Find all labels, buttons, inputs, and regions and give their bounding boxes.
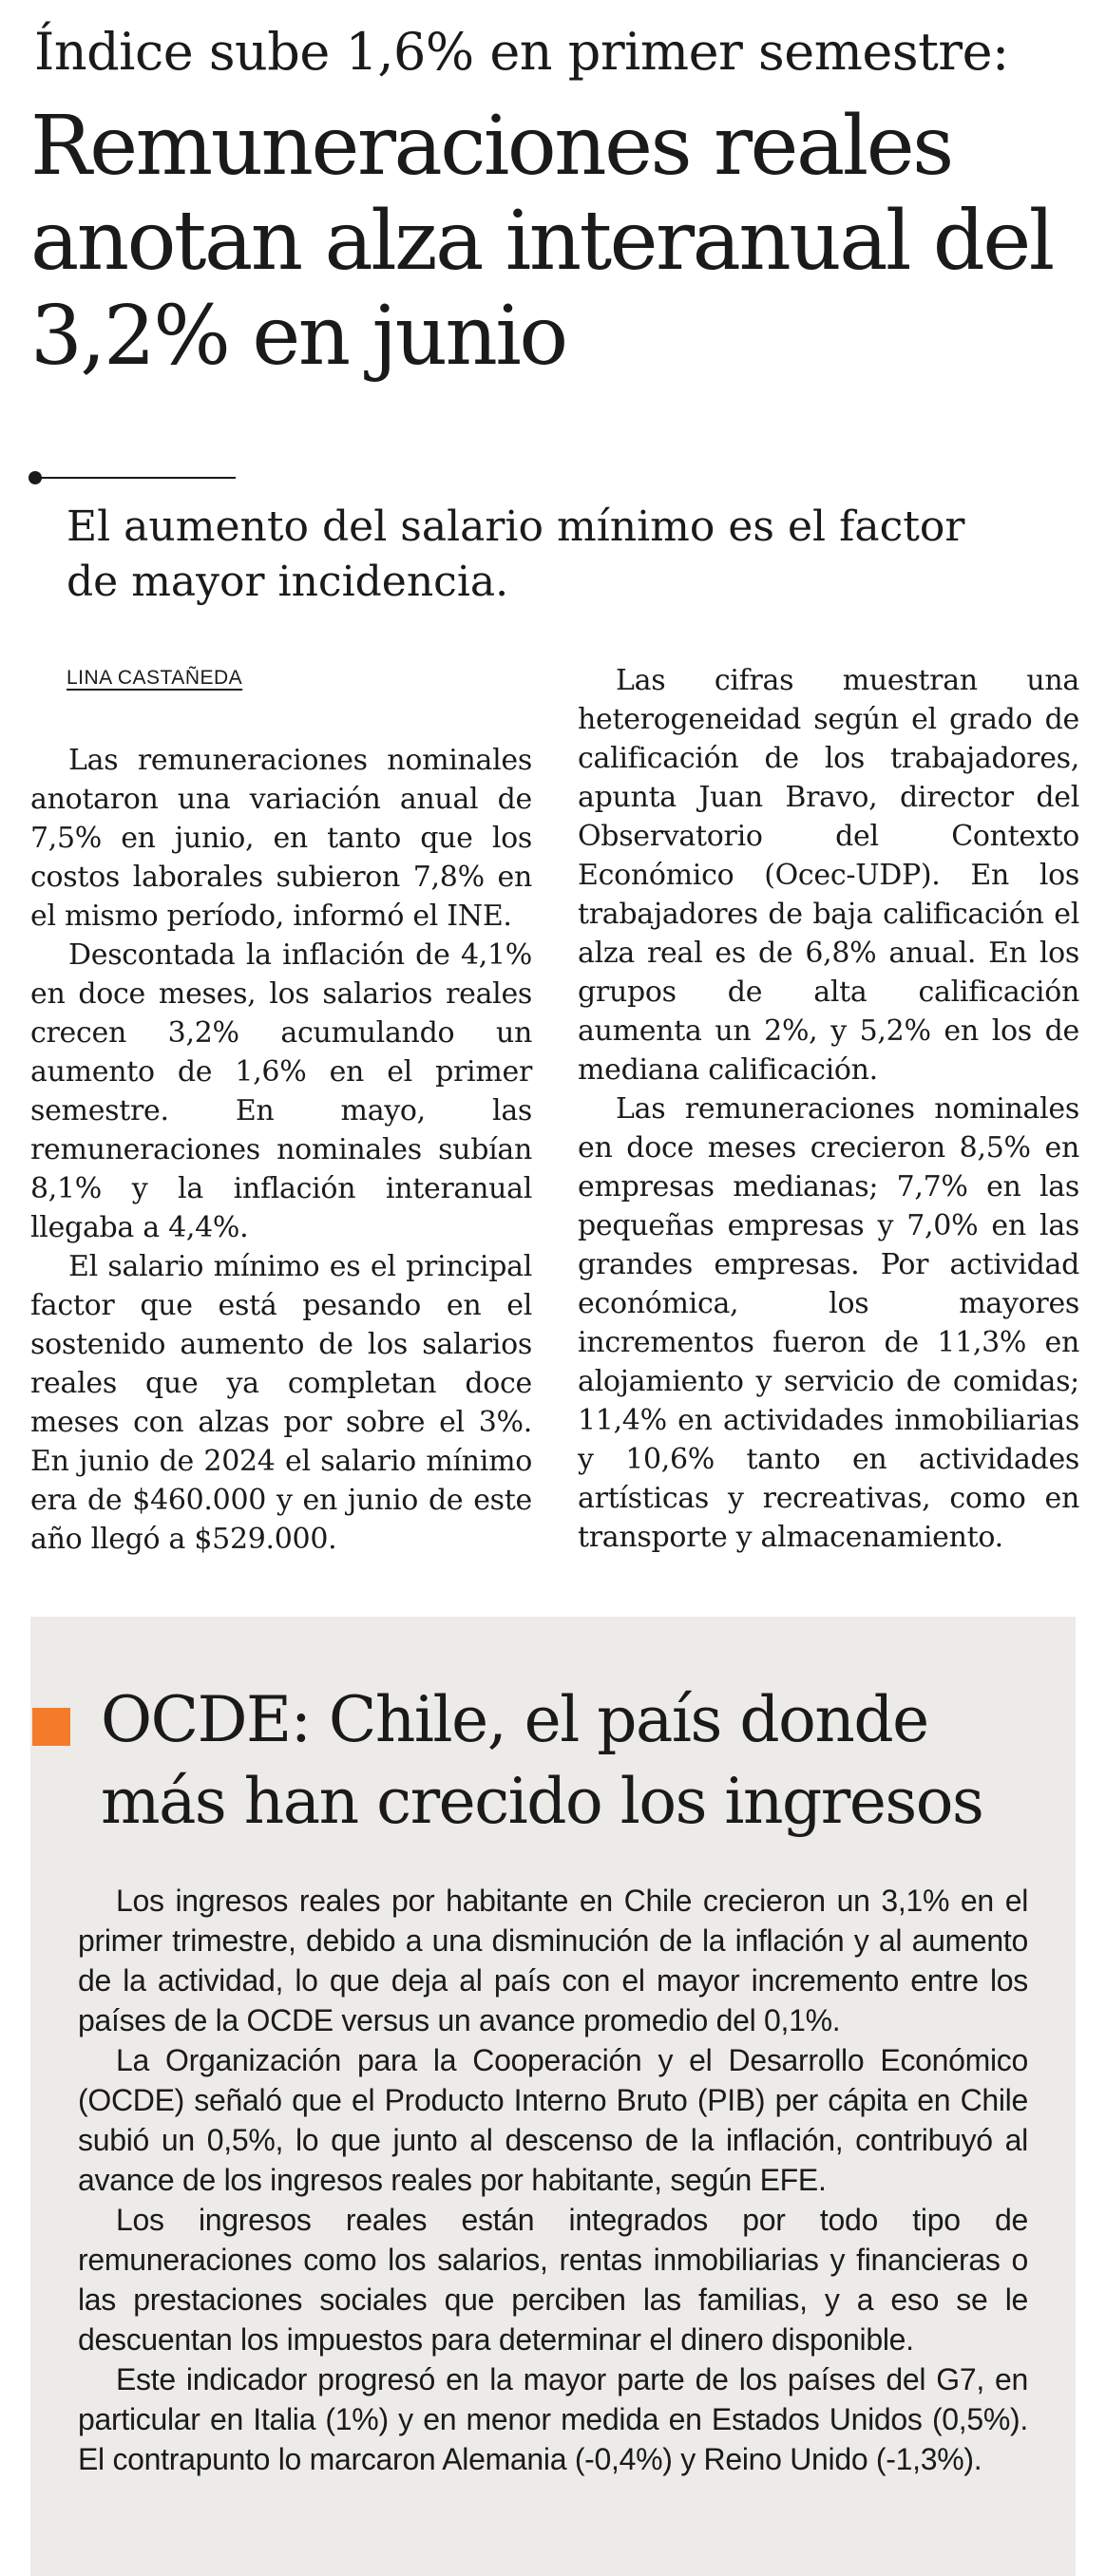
- divider-line: [36, 477, 236, 479]
- body-column-right: [578, 661, 1079, 1557]
- accent-square-icon: [32, 1708, 70, 1746]
- paragraph: Descontada la inflación de 4,1% en doce meses, los salarios reales crecen 3,2% acumulando un aumento de 1,6% en el primer semestre. En mayo, las remuneraciones nominales subían 8,1% y la inflación interanual llegaba a 4,4%.: [30, 938, 532, 1244]
- paragraph: Las cifras muestran una heterogeneidad según el grado de calificación de los trabajadores, apunta Juan Bravo, director del Observatorio del Contexto Económico (Ocec-UDP). En los trabajadores de baja calificación el alza real es de 6,8% anual. En los grupos de alta calificación aumenta un 2%, y 5,2% en los de mediana calificación.: [578, 664, 1079, 1087]
- body-column-left: [30, 741, 532, 1559]
- byline: LINA CASTAÑEDA: [67, 667, 243, 689]
- deck: El aumento del salario mínimo es el factor de mayor incidencia.: [67, 502, 965, 606]
- paragraph: Las remuneraciones nominales anotaron una variación anual de 7,5% en junio, en tanto que los costos laborales subieron 7,8% en el mismo período, informó el INE.: [30, 744, 532, 933]
- sidebar-body: [78, 1881, 1028, 2479]
- sidebar-paragraph: Los ingresos reales están integrados por todo tipo de remuneraciones como los salarios, rentas inmobiliarias y financieras o las prestaciones sociales que perciben las familias, y a eso se le descuentan los impuestos para determinar el dinero disponible.: [78, 2203, 1028, 2357]
- headline: Remuneraciones reales anotan alza interanual del 3,2% en junio: [30, 99, 1053, 384]
- kicker: Índice sube 1,6% en primer semestre:: [34, 22, 1009, 82]
- sidebar-paragraph: Los ingresos reales por habitante en Chile crecieron un 3,1% en el primer trimestre, debido a una disminución de la inflación y al aumento de la actividad, lo que deja al país con el mayor incremento entre los países de la OCDE versus un avance promedio del 0,1%.: [78, 1884, 1028, 2037]
- sidebar-paragraph: Este indicador progresó en la mayor parte de los países del G7, en particular en Italia (1%) y en menor medida en Estados Unidos (0,5%). El contrapunto lo marcaron Alemania (-0,4%) y Reino Unido (-1,3%).: [78, 2362, 1028, 2476]
- paragraph: El salario mínimo es el principal factor que está pesando en el sostenido aumento de los salarios reales que ya completan doce meses con alzas por sobre el 3%. En junio de 2024 el salario mínimo era de $460.000 y en junio de este año llegó a $529.000.: [30, 1250, 532, 1556]
- sidebar-title: OCDE: Chile, el país donde más han crecido los ingresos: [101, 1683, 983, 1838]
- paragraph: Las remuneraciones nominales en doce meses crecieron 8,5% en empresas medianas; 7,7% en las pequeñas empresas y 7,0% en las grandes empresas. Por actividad económica, los mayores incrementos fueron de 11,3% en alojamiento y servicio de comidas; 11,4% en actividades inmobiliarias y 10,6% tanto en actividades artísticas y recreativas, como en transporte y almacenamiento.: [578, 1092, 1079, 1554]
- sidebar-paragraph: La Organización para la Cooperación y el Desarrollo Económico (OCDE) señaló que el Producto Interno Bruto (PIB) per cápita en Chile subió un 0,5%, lo que junto al descenso de la inflación, contribuyó al avance de los ingresos reales por habitante, según EFE.: [78, 2043, 1028, 2197]
- section-divider: [29, 471, 236, 484]
